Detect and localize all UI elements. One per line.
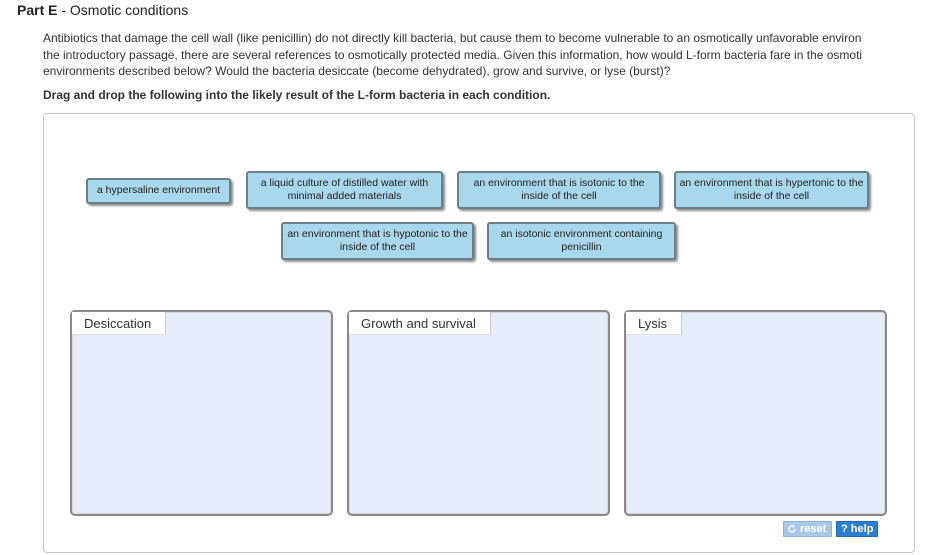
passage-line: Antibiotics that damage the cell wall (like penicillin) do not directly kill bacteria, but cause them to become vulnerable to an osmotically unfavorable environ [43, 31, 862, 45]
chip-isotonic-penicillin[interactable]: an isotonic environment containing penicillin [487, 222, 676, 260]
chip-hypotonic[interactable]: an environment that is hypotonic to the inside of the cell [281, 222, 474, 260]
zone-label: Desiccation [72, 312, 166, 335]
dropzone-growth-survival[interactable] [347, 310, 610, 516]
chip-hypertonic[interactable]: an environment that is hypertonic to the inside of the cell [674, 171, 869, 209]
part-title [17, 2, 188, 18]
drag-drop-workspace [43, 113, 915, 553]
dropzone-desiccation[interactable] [70, 310, 333, 516]
passage-line: environments described below? Would the bacteria desiccate (become dehydrated), grow and survive, or lyse (burst)? [43, 64, 671, 78]
chip-hypersaline[interactable]: a hypersaline environment [86, 178, 231, 204]
part-title-text: Osmotic conditions [69, 2, 189, 18]
refresh-icon [787, 524, 797, 534]
passage-line: the introductory passage, there are several references to osmotically protected media. Given this information, how would L-form bacteria fare in the osmoti [43, 47, 863, 62]
zone-label: Lysis [626, 312, 682, 335]
help-label: help [850, 523, 874, 535]
chip-isotonic[interactable]: an environment that is isotonic to the inside of the cell [457, 171, 661, 209]
passage [43, 30, 930, 80]
chip-distilled-water[interactable]: a liquid culture of distilled water with minimal added materials [246, 171, 443, 209]
part-label: Part E [17, 2, 58, 18]
help-button[interactable] [836, 521, 878, 537]
question-icon: ? [841, 523, 848, 535]
instruction: Drag and drop the following into the likely result of the L-form bacteria in each condition. [43, 88, 551, 102]
part-separator: - [57, 2, 70, 18]
zone-label: Growth and survival [349, 312, 491, 335]
dropzone-lysis[interactable] [624, 310, 887, 516]
reset-button[interactable] [783, 521, 832, 537]
reset-label: reset [800, 523, 827, 535]
